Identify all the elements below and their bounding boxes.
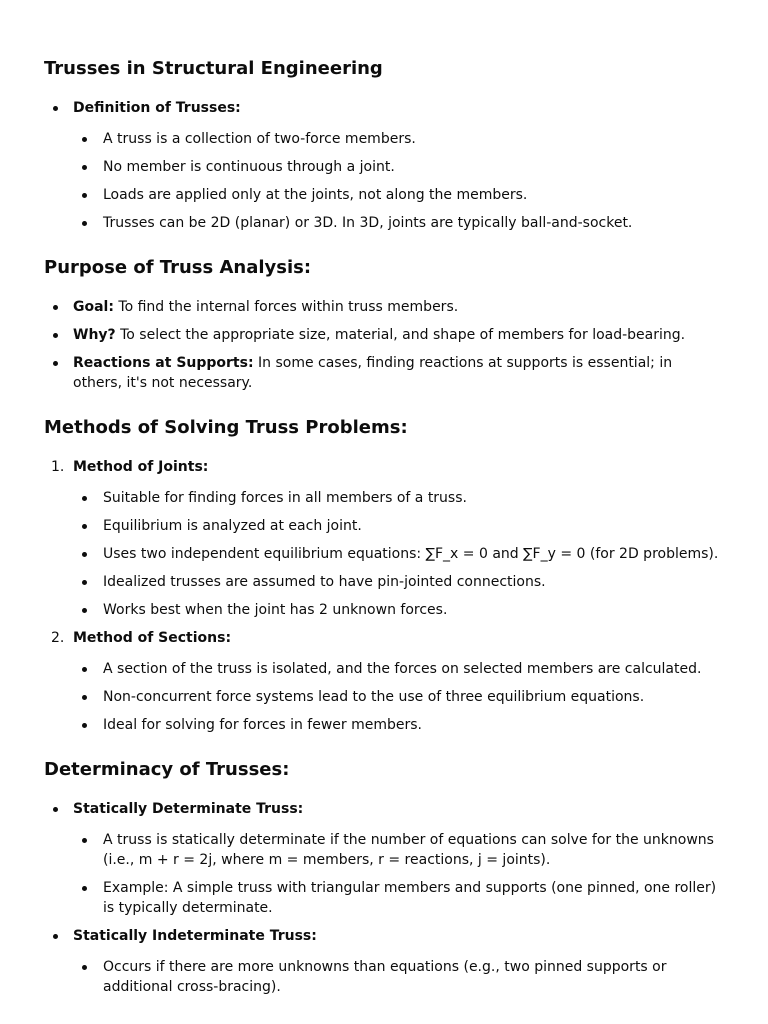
- list-item: [44, 98, 724, 233]
- list-item: [44, 628, 724, 735]
- list-item: [44, 353, 724, 393]
- definition-list: [44, 98, 724, 233]
- list-item: [44, 297, 724, 317]
- determinate-sublist: [73, 830, 724, 918]
- list-item: Example: A simple truss with triangular members and supports (one pinned, one roller) is typically determinate.: [73, 878, 724, 918]
- definition-sublist: [73, 129, 724, 233]
- list-item: No member is continuous through a joint.: [73, 157, 724, 177]
- method-sections-sublist: [73, 659, 724, 735]
- list-item: [44, 325, 724, 345]
- list-item: Loads are applied only at the joints, not along the members.: [73, 185, 724, 205]
- list-item: [44, 926, 724, 997]
- item-text: In some cases, finding reactions at supports is essential; in others, it's not necessary.: [73, 355, 673, 391]
- list-item: Uses two independent equilibrium equations: ∑F_x = 0 and ∑F_y = 0 (for 2D problems).: [73, 544, 724, 564]
- list-item: Works best when the joint has 2 unknown forces.: [73, 600, 724, 620]
- item-number: 1.: [51, 459, 65, 475]
- item-text: To find the internal forces within truss members.: [113, 299, 459, 315]
- list-item: Ideal for solving for forces in fewer members.: [73, 715, 724, 735]
- item-label: Why?: [73, 327, 116, 343]
- list-item: Occurs if there are more unknowns than equations (e.g., two pinned supports or additional cross-bracing).: [73, 957, 724, 997]
- purpose-heading: Purpose of Truss Analysis:: [44, 257, 312, 278]
- purpose-list: [44, 297, 724, 393]
- method-joints-sublist: [73, 488, 724, 620]
- item-label: Statically Indeterminate Truss:: [73, 928, 317, 944]
- list-item: Trusses can be 2D (planar) or 3D. In 3D, joints are typically ball-and-socket.: [73, 213, 724, 233]
- page-title: Trusses in Structural Engineering: [44, 58, 383, 79]
- item-label: Method of Joints:: [73, 459, 209, 475]
- indeterminate-sublist: [73, 957, 724, 997]
- item-number: 2.: [51, 630, 65, 646]
- item-label: Statically Determinate Truss:: [73, 801, 304, 817]
- item-label: Goal:: [73, 299, 114, 315]
- methods-heading: Methods of Solving Truss Problems:: [44, 417, 408, 438]
- list-item: [44, 457, 724, 620]
- determinacy-heading: Determinacy of Trusses:: [44, 759, 290, 780]
- list-item: Idealized trusses are assumed to have pin-jointed connections.: [73, 572, 724, 592]
- list-item: A section of the truss is isolated, and the forces on selected members are calculated.: [73, 659, 724, 679]
- list-item: Equilibrium is analyzed at each joint.: [73, 516, 724, 536]
- item-label: Reactions at Supports:: [73, 355, 254, 371]
- item-text: To select the appropriate size, material, and shape of members for load-bearing.: [115, 327, 686, 343]
- list-item: [44, 799, 724, 918]
- list-item: A truss is statically determinate if the number of equations can solve for the unknowns (i.e., m + r = 2j, where m = members, r = reactions, j = joints).: [73, 830, 724, 870]
- item-label: Method of Sections:: [73, 630, 232, 646]
- list-item: Non-concurrent force systems lead to the use of three equilibrium equations.: [73, 687, 724, 707]
- definition-label: Definition of Trusses:: [73, 100, 241, 116]
- methods-list: [44, 457, 724, 735]
- determinacy-list: [44, 799, 724, 997]
- list-item: A truss is a collection of two-force members.: [73, 129, 724, 149]
- list-item: Suitable for finding forces in all members of a truss.: [73, 488, 724, 508]
